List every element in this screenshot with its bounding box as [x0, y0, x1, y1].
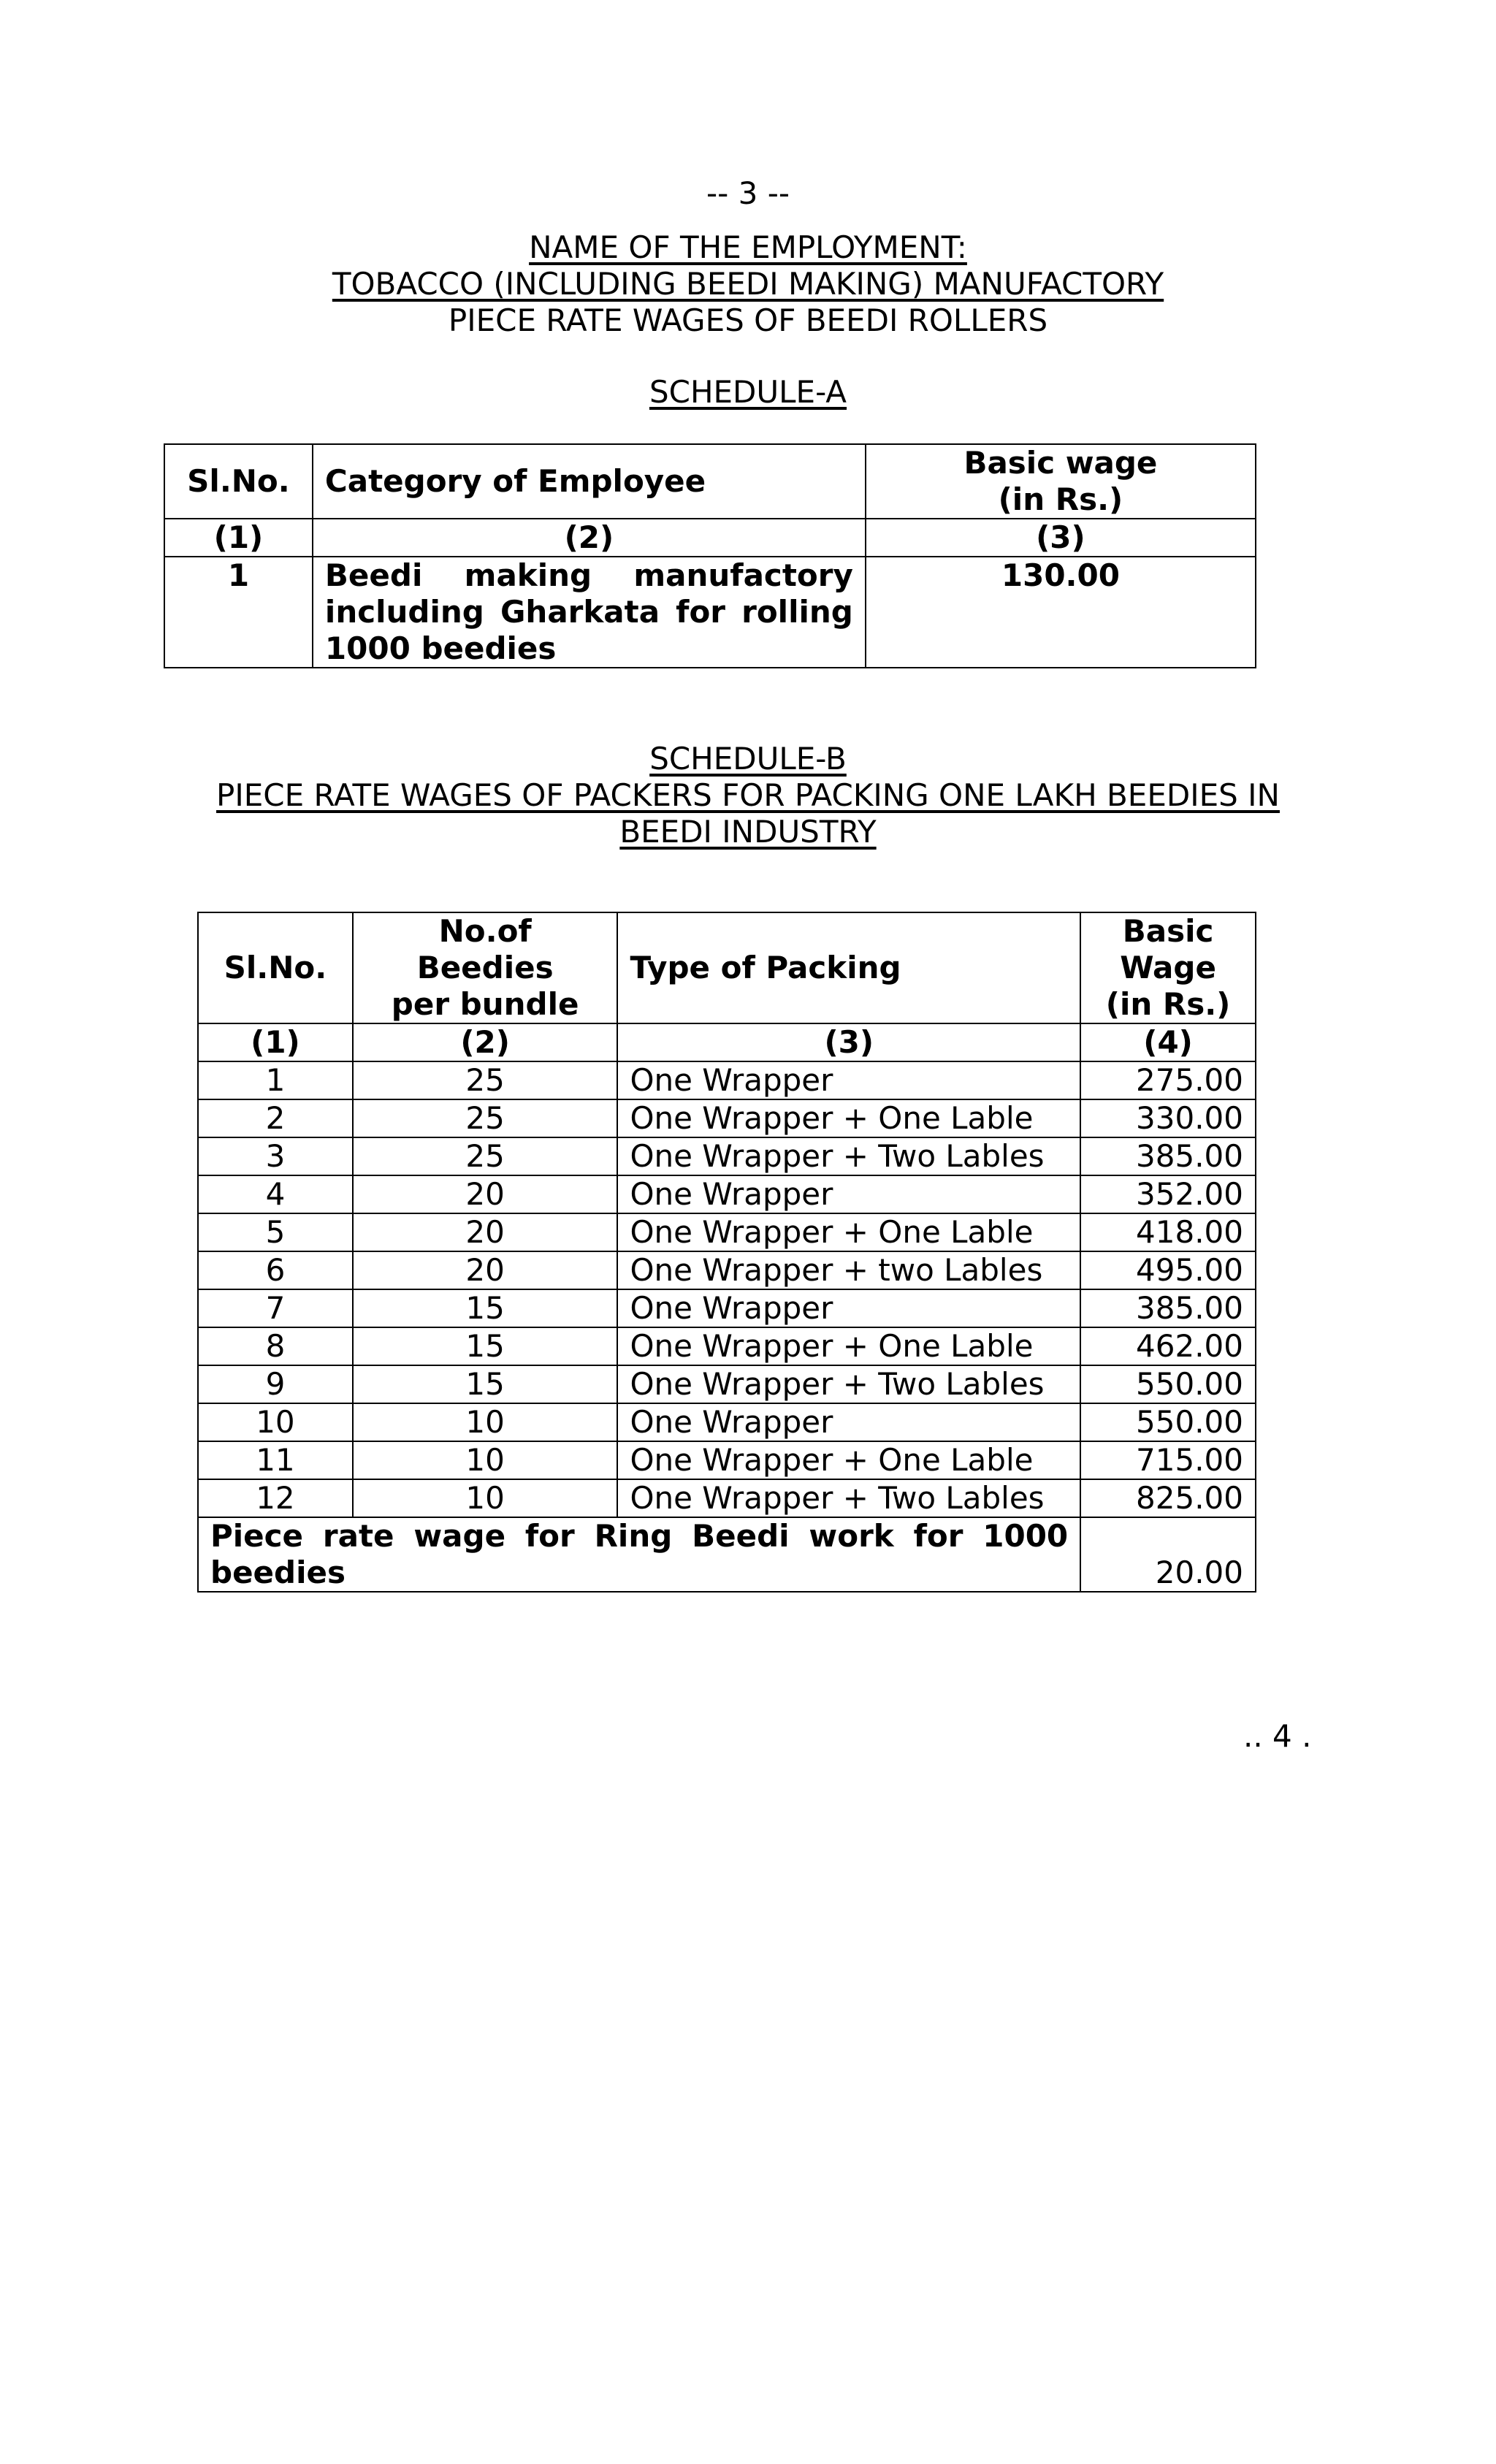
col-number-4: (4) — [1080, 1023, 1256, 1061]
row-sl-no: 4 — [198, 1175, 353, 1213]
schedule-a-title: SCHEDULE-A — [649, 374, 847, 410]
row-basic-wage: 495.00 — [1080, 1251, 1256, 1289]
row-beedies-per-bundle: 25 — [353, 1061, 618, 1099]
header-wage-line1: Basic — [1122, 913, 1214, 949]
table-row — [164, 557, 1256, 668]
row-beedies-per-bundle: 10 — [353, 1403, 618, 1441]
row-sl-no: 5 — [198, 1213, 353, 1251]
row-type-of-packing: One Wrapper + Two Lables — [617, 1365, 1080, 1403]
row-type-of-packing: One Wrapper + Two Lables — [617, 1137, 1080, 1175]
table-row — [198, 1099, 1256, 1137]
schedule-b-subtitle-line2: BEEDI INDUSTRY — [619, 814, 877, 850]
row-sl-no: 11 — [198, 1441, 353, 1479]
header-beedies-line1: No.of Beedies — [416, 913, 554, 985]
row-basic-wage: 385.00 — [1080, 1289, 1256, 1327]
footer-wage: 20.00 — [1080, 1517, 1256, 1592]
column-number-row — [198, 1023, 1256, 1061]
schedule-b-subtitle-line1: PIECE RATE WAGES OF PACKERS FOR PACKING ONE LAKH BEEDIES IN — [216, 777, 1280, 813]
row-type-of-packing: One Wrapper — [617, 1403, 1080, 1441]
header-beedies-line2: per bundle — [391, 986, 579, 1022]
row-beedies-per-bundle: 15 — [353, 1327, 618, 1365]
schedule-b-title: SCHEDULE-B — [649, 741, 847, 777]
schedule-a-table — [164, 443, 1256, 668]
row-beedies-per-bundle: 10 — [353, 1479, 618, 1517]
row-sl-no: 9 — [198, 1365, 353, 1403]
row-sl-no: 3 — [198, 1137, 353, 1175]
header-type-of-packing: Type of Packing — [617, 912, 1080, 1023]
row-type-of-packing: One Wrapper + One Lable — [617, 1213, 1080, 1251]
row-beedies-per-bundle: 25 — [353, 1137, 618, 1175]
row-type-of-packing: One Wrapper + One Lable — [617, 1099, 1080, 1137]
col-number-1: (1) — [164, 519, 313, 557]
row-basic-wage: 825.00 — [1080, 1479, 1256, 1517]
row-sl-no: 6 — [198, 1251, 353, 1289]
schedule-b-rows — [198, 1061, 1256, 1517]
header-sl-no: Sl.No. — [164, 444, 313, 519]
table-row — [198, 1365, 1256, 1403]
schedule-b-table — [197, 912, 1256, 1593]
row-beedies-per-bundle: 20 — [353, 1251, 618, 1289]
row-type-of-packing: One Wrapper + two Lables — [617, 1251, 1080, 1289]
row-basic-wage: 550.00 — [1080, 1403, 1256, 1441]
row-type-of-packing: One Wrapper — [617, 1289, 1080, 1327]
row-beedies-per-bundle: 10 — [353, 1441, 618, 1479]
header-wage-line3: (in Rs.) — [1105, 986, 1231, 1022]
header-beedies-per-bundle — [353, 912, 618, 1023]
col-number-3: (3) — [617, 1023, 1080, 1061]
row-sl-no: 1 — [164, 557, 313, 668]
row-beedies-per-bundle: 15 — [353, 1289, 618, 1327]
row-category: Beedi making manufactory including Gharkata for rolling 1000 beedies — [313, 557, 866, 668]
heading-industry: TOBACCO (INCLUDING BEEDI MAKING) MANUFACTORY — [332, 266, 1164, 302]
table-row — [198, 1137, 1256, 1175]
row-beedies-per-bundle: 20 — [353, 1213, 618, 1251]
table-row — [198, 1403, 1256, 1441]
header-wage-line2: Wage — [1120, 950, 1216, 985]
col-number-2: (2) — [313, 519, 866, 557]
table-header-row — [198, 912, 1256, 1023]
footer-row — [198, 1517, 1256, 1592]
row-sl-no: 7 — [198, 1289, 353, 1327]
row-basic-wage: 418.00 — [1080, 1213, 1256, 1251]
table-header-row — [164, 444, 1256, 519]
table-row — [198, 1213, 1256, 1251]
table-row — [198, 1479, 1256, 1517]
page-number: -- 3 -- — [706, 175, 790, 211]
row-basic-wage: 550.00 — [1080, 1365, 1256, 1403]
table-row — [198, 1327, 1256, 1365]
col-number-1: (1) — [198, 1023, 353, 1061]
footer-label: Piece rate wage for Ring Beedi work for 1000 beedies — [198, 1517, 1080, 1592]
header-basic-wage — [1080, 912, 1256, 1023]
header-category: Category of Employee — [313, 444, 866, 519]
header-sl-no: Sl.No. — [198, 912, 353, 1023]
row-sl-no: 10 — [198, 1403, 353, 1441]
row-basic-wage: 462.00 — [1080, 1327, 1256, 1365]
row-type-of-packing: One Wrapper + Two Lables — [617, 1479, 1080, 1517]
row-beedies-per-bundle: 20 — [353, 1175, 618, 1213]
column-number-row — [164, 519, 1256, 557]
row-type-of-packing: One Wrapper — [617, 1061, 1080, 1099]
col-number-2: (2) — [353, 1023, 618, 1061]
heading-subject: PIECE RATE WAGES OF BEEDI ROLLERS — [448, 302, 1048, 338]
table-row — [198, 1441, 1256, 1479]
row-beedies-per-bundle: 15 — [353, 1365, 618, 1403]
table-row — [198, 1175, 1256, 1213]
col-number-3: (3) — [866, 519, 1256, 557]
row-sl-no: 8 — [198, 1327, 353, 1365]
row-type-of-packing: One Wrapper — [617, 1175, 1080, 1213]
row-basic-wage: 385.00 — [1080, 1137, 1256, 1175]
row-type-of-packing: One Wrapper + One Lable — [617, 1327, 1080, 1365]
table-row — [198, 1061, 1256, 1099]
row-sl-no: 1 — [198, 1061, 353, 1099]
header-basic-wage-line1: Basic wage — [963, 445, 1158, 481]
row-basic-wage: 715.00 — [1080, 1441, 1256, 1479]
header-basic-wage — [866, 444, 1256, 519]
row-basic-wage: 330.00 — [1080, 1099, 1256, 1137]
row-wage: 130.00 — [866, 557, 1256, 668]
row-type-of-packing: One Wrapper + One Lable — [617, 1441, 1080, 1479]
row-basic-wage: 275.00 — [1080, 1061, 1256, 1099]
row-basic-wage: 352.00 — [1080, 1175, 1256, 1213]
row-beedies-per-bundle: 25 — [353, 1099, 618, 1137]
row-sl-no: 2 — [198, 1099, 353, 1137]
header-basic-wage-line2: (in Rs.) — [998, 481, 1123, 517]
row-sl-no: 12 — [198, 1479, 353, 1517]
heading-employment: NAME OF THE EMPLOYMENT: — [529, 229, 967, 265]
next-page-marker: .. 4 . — [1243, 1718, 1312, 1754]
table-row — [198, 1289, 1256, 1327]
table-row — [198, 1251, 1256, 1289]
